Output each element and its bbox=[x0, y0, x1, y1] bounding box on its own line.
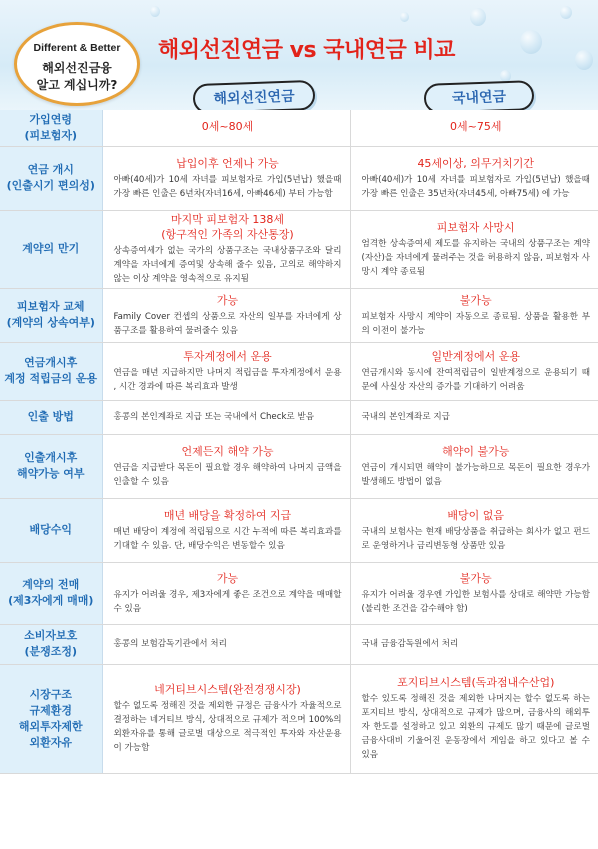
comparison-rows bbox=[0, 110, 598, 773]
overseas-description: Family Cover 컨셉의 상품으로 자산의 일부를 자녀에게 상품구조를 활용하여 물려줄수 있음 bbox=[113, 311, 342, 336]
water-drop bbox=[560, 6, 572, 19]
overseas-cell bbox=[102, 498, 350, 562]
domestic-highlight: 포지티브시스템(독과점내수산업) bbox=[397, 676, 555, 689]
overseas-cell bbox=[102, 400, 350, 434]
column-header-overseas: 해외선진연금 bbox=[193, 80, 316, 110]
domestic-description: 국내의 보험사는 현재 배당상품을 취급하는 회사가 없고 펀드로 운영하거나 금리변동형 상품만 있음 bbox=[361, 526, 590, 551]
row-label: 시장구조 규제환경 해외투자제한 외환자유 bbox=[0, 664, 102, 773]
overseas-cell bbox=[102, 342, 350, 400]
table-row bbox=[0, 562, 598, 624]
domestic-cell bbox=[350, 288, 598, 342]
domestic-cell bbox=[350, 210, 598, 288]
water-drop bbox=[575, 50, 593, 70]
overseas-description: 할수 없도록 정해진 것을 제외한 규정은 금융사가 자율적으로 결정하는 네거티브 방식, 상대적으로 규제가 적으며 100%의 외환자유를 통해 글로벌 대상으로 적극적인 투자와 자산운용이 가능함 bbox=[113, 701, 342, 753]
domestic-highlight: 불가능 bbox=[459, 293, 492, 307]
table-row bbox=[0, 110, 598, 146]
domestic-highlight: 배당이 없음 bbox=[447, 508, 505, 522]
overseas-description: 상속증여세가 없는 국가의 상품구조는 국내상품구조와 달리 계약을 자녀에게 증여및 상속해 줄수 있음, 고의로 해약하지 않는 이상 계약을 영속적으로 유지됨 bbox=[113, 246, 342, 284]
page-header bbox=[0, 0, 598, 110]
row-label: 연금개시후 계정 적립금의 운용 bbox=[0, 342, 102, 400]
table-row bbox=[0, 664, 598, 773]
overseas-description: 아빠(40세)가 10세 자녀를 피보험자로 가입(5년납) 했을때 가장 빠른 인출은 6년차(자녀16세, 아빠46세) 부터 가능함 bbox=[113, 174, 342, 199]
domestic-cell bbox=[350, 624, 598, 664]
domestic-description: 할수 있도록 정해진 것을 제외한 나머지는 할수 없도록 하는 포지티브 방식, 상대적으로 규제가 많으며, 금융사의 해외투자 한도를 설정하고 있고 외환의 규제도 많기 때문에 글로벌 금융사대비 기울어진 운동장에서 게임을 하고 있다고 볼 수 있음 bbox=[361, 694, 590, 760]
column-header-domestic: 국내연금 bbox=[424, 80, 535, 110]
domestic-highlight: 불가능 bbox=[459, 571, 492, 585]
overseas-cell bbox=[102, 146, 350, 210]
domestic-cell bbox=[350, 664, 598, 773]
overseas-cell bbox=[102, 562, 350, 624]
domestic-highlight: 0세~75세 bbox=[450, 120, 502, 134]
row-label: 소비자보호 (분쟁조정) bbox=[0, 624, 102, 664]
water-drop bbox=[150, 6, 160, 17]
domestic-cell bbox=[350, 342, 598, 400]
overseas-cell bbox=[102, 434, 350, 498]
overseas-highlight: 매년 배당을 확정하여 지급 bbox=[163, 508, 292, 522]
intro-badge bbox=[14, 22, 140, 106]
domestic-description: 유지가 어려울 경우엔 가입한 보험사를 상대로 해약만 가능함(불리한 조건을 감수해야 함) bbox=[361, 589, 590, 614]
row-label: 연금 개시 (인출시기 편의성) bbox=[0, 146, 102, 210]
table-row bbox=[0, 434, 598, 498]
overseas-description: 연금을 지급받다 목돈이 필요할 경우 해약하여 나머지 금액을 인출할 수 있음 bbox=[113, 462, 342, 487]
overseas-description: 홍콩의 보험감독기관에서 처리 bbox=[113, 639, 227, 649]
row-label: 계약의 전매 (제3자에게 매매) bbox=[0, 562, 102, 624]
table-row bbox=[0, 624, 598, 664]
row-label: 배당수익 bbox=[0, 498, 102, 562]
table-row bbox=[0, 288, 598, 342]
overseas-highlight: 가능 bbox=[216, 571, 239, 585]
overseas-description: 홍콩의 본인계좌로 지급 또는 국내에서 Check로 받음 bbox=[113, 412, 315, 422]
overseas-description: 연금을 매년 지급하지만 나머지 적립금을 투자계정에서 운용 , 시간 경과에 따른 복리효과 발생 bbox=[113, 367, 342, 392]
domestic-cell bbox=[350, 400, 598, 434]
overseas-highlight: 0세~80세 bbox=[201, 120, 254, 134]
water-drop bbox=[400, 12, 409, 22]
domestic-description: 연금개시와 동시에 잔여적립금이 일반계정으로 운용되기 때문에 사실상 자산의 증가를 기대하기 어려움 bbox=[361, 367, 590, 392]
domestic-highlight: 45세이상, 의무거치기간 bbox=[417, 156, 535, 170]
domestic-description: 연금이 개시되면 해약이 불가능하므로 목돈이 필요한 경우가 발생해도 방법이 없음 bbox=[361, 462, 590, 487]
row-label: 가입연령 (피보험자) bbox=[0, 110, 102, 146]
domestic-highlight: 해약이 불가능 bbox=[442, 444, 510, 458]
overseas-highlight: 가능 bbox=[216, 293, 239, 307]
table-row bbox=[0, 498, 598, 562]
domestic-highlight: 일반계정에서 운용 bbox=[431, 349, 520, 363]
water-drop bbox=[470, 8, 486, 26]
domestic-cell bbox=[350, 498, 598, 562]
overseas-description: 유지가 어려울 경우, 제3자에게 좋은 조건으로 계약을 매매할 수 있음 bbox=[113, 589, 342, 614]
table-row bbox=[0, 146, 598, 210]
overseas-cell bbox=[102, 110, 350, 146]
domestic-cell bbox=[350, 562, 598, 624]
badge-tagline: Different & Better bbox=[33, 42, 121, 54]
overseas-description: 매년 배당이 계정에 적립됨으로 시간 누적에 따른 복리효과를 기대할 수 있음. 단, 배당수익은 변동할수 있음 bbox=[113, 526, 342, 551]
table-row bbox=[0, 400, 598, 434]
row-label: 인출개시후 해약가능 여부 bbox=[0, 434, 102, 498]
overseas-highlight: 마지막 피보험자 138세 (항구적인 가족의 자산통장) bbox=[161, 213, 294, 241]
badge-title: 해외선진금융 bbox=[42, 61, 112, 75]
overseas-highlight: 납입이후 언제나 가능 bbox=[176, 156, 279, 170]
overseas-highlight: 언제든지 해약 가능 bbox=[181, 444, 274, 458]
domestic-description: 피보험자 사망시 계약이 자동으로 종료됨. 상품을 활용한 부의 이전이 불가능 bbox=[361, 311, 590, 336]
overseas-cell bbox=[102, 210, 350, 288]
domestic-description: 엄격한 상속증여세 제도를 유지하는 국내의 상품구조는 계약(자산)을 자녀에게 물려주는 것을 허용하지 않음, 피보험자 사망시 계약 종료됨 bbox=[361, 238, 590, 277]
overseas-highlight: 네거티브시스템(완전경쟁시장) bbox=[154, 683, 301, 696]
domestic-cell bbox=[350, 110, 598, 146]
water-drop bbox=[520, 30, 542, 54]
row-label: 계약의 만기 bbox=[0, 210, 102, 288]
domestic-cell bbox=[350, 146, 598, 210]
domestic-description: 아빠(40세)가 10세 자녀를 피보험자로 가입(5년납) 했을때 가장 빠른 인출은 35년차(자녀45세, 아빠75세) 에 가능 bbox=[361, 174, 590, 199]
overseas-highlight: 투자계정에서 운용 bbox=[183, 349, 272, 363]
overseas-cell bbox=[102, 664, 350, 773]
domestic-description: 국내 금융감독원에서 처리 bbox=[361, 639, 459, 649]
domestic-description: 국내의 본인계좌로 지급 bbox=[361, 412, 450, 422]
domestic-cell bbox=[350, 434, 598, 498]
domestic-highlight: 피보험자 사망시 bbox=[436, 220, 515, 234]
badge-question: 알고 계십니까? bbox=[36, 78, 118, 92]
overseas-cell bbox=[102, 624, 350, 664]
comparison-table bbox=[0, 110, 598, 774]
table-row bbox=[0, 210, 598, 288]
table-row bbox=[0, 342, 598, 400]
row-label: 인출 방법 bbox=[0, 400, 102, 434]
row-label: 피보험자 교체 (계약의 상속여부) bbox=[0, 288, 102, 342]
overseas-cell bbox=[102, 288, 350, 342]
page-title: 해외선진연금 vs 국내연금 비교 bbox=[158, 38, 455, 63]
